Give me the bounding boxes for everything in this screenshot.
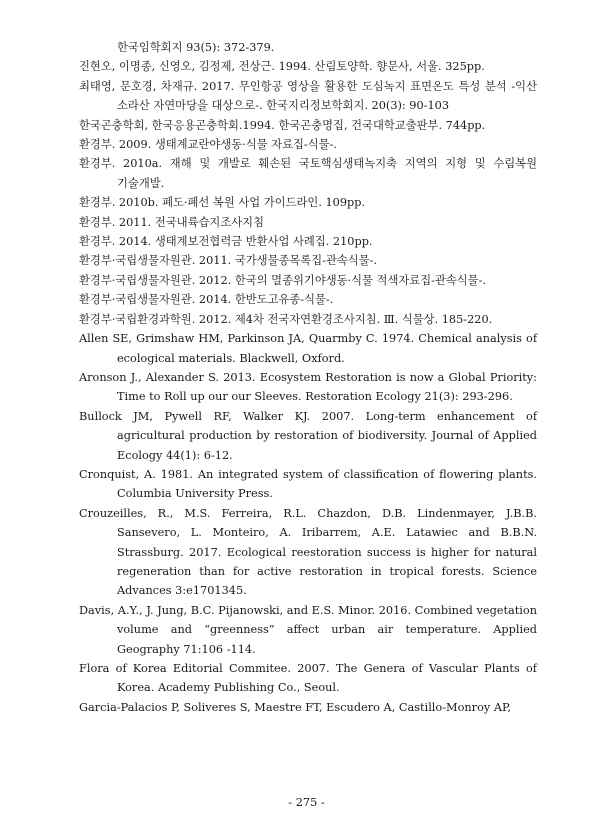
reference-entry: Garcia-Palacios P, Soliveres S, Maestre FT, Escudero A, Castillo-Monroy AP, [79,700,511,714]
reference-entry: 환경부. 2011. 전국내륙습지조사지침 [79,215,264,229]
reference-entry: 환경부. 2014. 생태계보전협력금 반환사업 사례집. 210pp. [79,235,373,249]
reference-entry: Crouzeilles, R., M.S. Ferreira, R.L. Chazdon, D.B. Lindenmayer, J.B.B. Sansevero, L. Monteiro, A. Iribarrem, A.E. Latawiec and B.B.N. Strassburg. 2017. Ecological reestoration success is higher for natural regeneration than for active restoration in tropical forests. Science Advances 3:e1701345. [79,506,537,598]
page-number: - 275 - [288,796,325,809]
reference-entry: Bullock JM, Pywell RF, Walker KJ. 2007. Long-term enhancement of agricultural production by restoration of biodiversity. Journal of Applied Ecology 44(1): 6-12. [79,409,537,462]
reference-entry: Davis, A.Y., J. Jung, B.C. Pijanowski, and E.S. Minor. 2016. Combined vegetation volume and “greenness” affect urban air temperature. Applied Geography 71:106 -114. [79,603,537,656]
reference-entry: 환경부. 2010b. 폐도·폐선 복원 사업 가이드라인. 109pp. [79,196,366,210]
reference-entry: 환경부. 2009. 생태계교란야생동·식물 자료집-식물-. [79,138,337,152]
reference-list [79,38,537,717]
reference-entry: 한국임학회지 93(5): 372-379. [117,41,275,54]
reference-entry: 환경부·국립생물자원관. 2012. 한국의 멸종위기야생동·식물 적색자료집-관속식물-. [79,273,487,287]
reference-entry: Flora of Korea Editorial Commitee. 2007. The Genera of Vascular Plants of Korea. Academy Publishing Co., Seoul. [79,662,537,695]
reference-entry: Cronquist, A. 1981. An integrated system of classification of flowering plants. Columbia University Press. [79,467,537,501]
reference-entry: 진현오, 이명종, 신영오, 김정제, 전상근. 1994. 산림토양학. 향문사, 서울. 325pp. [79,60,485,74]
reference-entry: 환경부·국립환경과학원. 2012. 제4차 전국자연환경조사지침. Ⅲ. 식물상. 185-220. [79,312,493,326]
reference-entry: Allen SE, Grimshaw HM, Parkinson JA, Quarmby C. 1974. Chemical analysis of ecological materials. Blackwell, Oxford. [79,332,537,365]
reference-entry: 환경부·국립생물자원관. 2014. 한반도고유종-식물-. [79,293,334,307]
reference-entry: 환경부. 2010a. 재해 및 개발로 훼손된 국토핵심생태녹지축 지역의 지형 및 수림복원 기술개발. [79,157,537,190]
reference-entry: 한국곤충학회, 한국응용곤충학회.1994. 한국곤충명집, 건국대학교출판부. 744pp. [79,118,486,132]
reference-entry: 환경부·국립생물자원관. 2011. 국가생물종목록집-관속식물-. [79,254,378,268]
reference-entry: Aronson J., Alexander S. 2013. Ecosystem Restoration is now a Global Priority: Time to Roll up our our Sleeves. Restoration Ecology 21(3): 293-296. [79,370,537,404]
reference-entry: 최태영, 문호경, 차재규. 2017. 무인항공 영상을 활용한 도심녹지 표면온도 특성 분석 -익산 소라산 자연마당을 대상으로-. 한국지리정보학회지. 20(3): 90-103 [79,79,537,113]
